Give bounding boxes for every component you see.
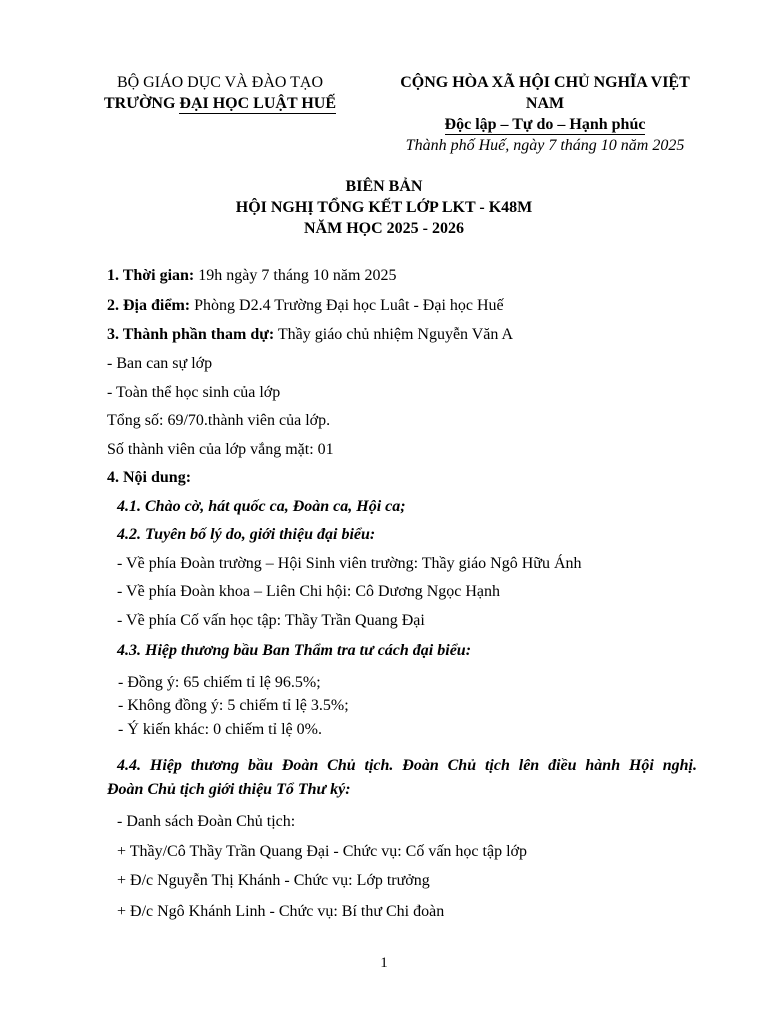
section-time-label: 1. Thời gian: <box>107 267 195 284</box>
attendee-item: - Ban can sự lớp <box>107 355 213 372</box>
attendee-total: Tổng số: 69/70.thành viên của lớp. <box>107 412 331 429</box>
school-name <box>82 93 358 114</box>
motto: Độc lập – Tự do – Hạnh phúc <box>444 116 646 133</box>
subsection-4-4-line2: Đoàn Chủ tịch giới thiệu Tổ Thư ký: <box>107 781 351 798</box>
section-attendees-value: Thầy giáo chủ nhiệm Nguyễn Văn A <box>274 326 514 343</box>
delegate-item: - Về phía Đoàn trường – Hội Sinh viên trường: Thầy giáo Ngô Hữu Ánh <box>117 555 582 572</box>
header-left <box>82 72 358 114</box>
subsection-4-2-label: 4.2. Tuyên bố lý do, giới thiệu đại biểu: <box>117 526 376 543</box>
attendee-item: - Toàn thể học sinh của lớp <box>107 384 281 401</box>
subsection-4-4-line1: 4.4. Hiệp thương bầu Đoàn Chủ tịch. Đoàn Chủ tịch lên điều hành Hội nghị. <box>117 757 697 774</box>
section-location <box>107 297 504 315</box>
delegate-item: - Về phía Cố vấn học tập: Thầy Trần Quang Đại <box>117 612 425 629</box>
vote-item: - Ý kiến khác: 0 chiếm tỉ lệ 0%. <box>118 721 322 738</box>
document-title <box>184 176 584 239</box>
vote-item: - Đồng ý: 65 chiếm tỉ lệ 96.5%; <box>118 674 321 691</box>
subsection-4-4 <box>107 754 697 802</box>
section-attendees <box>107 326 513 344</box>
country-name-line1: CỘNG HÒA XÃ HỘI CHỦ NGHĨA VIỆT <box>400 74 690 91</box>
ministry-name: BỘ GIÁO DỤC VÀ ĐÀO TẠO <box>116 74 324 91</box>
presidium-item: + Đ/c Ngô Khánh Linh - Chức vụ: Bí thư Chi đoàn <box>117 903 445 920</box>
presidium-item: + Đ/c Nguyễn Thị Khánh - Chức vụ: Lớp trưởng <box>117 872 430 889</box>
header-right <box>378 72 712 156</box>
place-date: Thành phố Huế, ngày 7 tháng 10 năm 2025 <box>405 137 685 154</box>
vote-item: - Không đồng ý: 5 chiếm tỉ lệ 3.5%; <box>118 697 349 714</box>
subsection-4-3-label: 4.3. Hiệp thương bầu Ban Thẩm tra tư cách đại biểu: <box>117 642 472 659</box>
school-name-underlined: ĐẠI HỌC LUẬT HUẾ <box>179 95 337 112</box>
school-prefix: TRƯỜNG <box>103 95 180 112</box>
page-number: 1 <box>380 955 388 971</box>
presidium-item: + Thầy/Cô Thầy Trần Quang Đại - Chức vụ: Cố vấn học tập lớp <box>117 843 527 860</box>
section-content-label: 4. Nội dung: <box>107 469 192 486</box>
delegate-item: - Về phía Đoàn khoa – Liên Chi hội: Cô Dương Ngọc Hạnh <box>117 583 500 600</box>
section-attendees-label: 3. Thành phần tham dự: <box>107 326 275 343</box>
section-location-label: 2. Địa điểm: <box>107 297 191 314</box>
presidium-list-label: - Danh sách Đoàn Chủ tịch: <box>117 813 296 830</box>
section-time-value: 19h ngày 7 tháng 10 năm 2025 <box>194 267 397 284</box>
title-line1: BIÊN BẢN <box>345 178 423 195</box>
attendee-absent: Số thành viên của lớp vắng mặt: 01 <box>107 441 334 458</box>
title-line2: HỘI NGHỊ TỔNG KẾT LỚP LKT - K48M <box>235 199 533 216</box>
country-name-line2: NAM <box>525 95 565 112</box>
title-line3: NĂM HỌC 2025 - 2026 <box>304 220 464 237</box>
section-location-value: Phòng D2.4 Trường Đại học Luât - Đại học Huế <box>190 297 504 314</box>
subsection-4-1: 4.1. Chào cờ, hát quốc ca, Đoàn ca, Hội ca; <box>117 498 406 515</box>
section-time <box>107 267 396 285</box>
